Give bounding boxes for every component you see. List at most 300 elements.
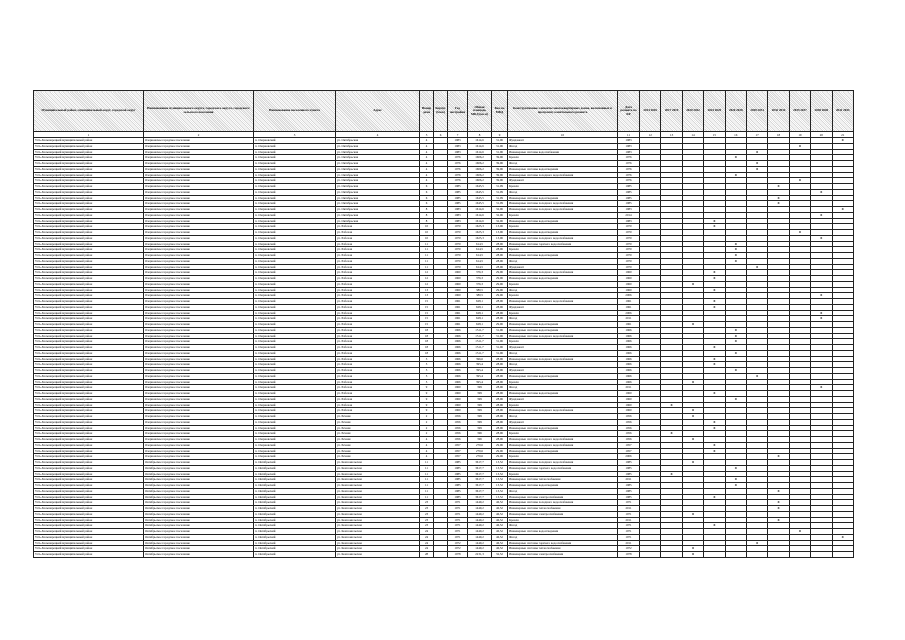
table-cell: Усть-Большерецкий муниципальный район [34,488,144,494]
table-cell: Октябрьское городское поселение [144,546,254,552]
table-cell: п. Октябрьский [254,471,336,477]
table-cell: 1966 [618,345,640,351]
table-cell: Кровля [508,379,618,385]
period-mark: X [661,431,682,437]
table-cell: 31,06 [492,333,508,339]
table-cell: ул. Октябрьская [336,149,420,155]
table-cell: Фасад [508,143,618,149]
table-cell: Усть-Большерецкий муниципальный район [34,523,144,529]
table-cell: Усть-Большерецкий муниципальный район [34,494,144,500]
table-cell: Фундамент [508,264,618,270]
table-cell: п. Озерновский [254,327,336,333]
table-cell: 11 [420,264,434,270]
table-cell: 10 [420,224,434,230]
table-cell: 1960 [448,402,468,408]
table-cell: Инженерные системы электроснабжения [508,511,618,517]
table-cell: Инженерные системы водоотведения [508,483,618,489]
table-cell: 39,06 [492,172,508,178]
table-cell: Озерновское городское поселение [144,431,254,437]
table-cell: 1983 [448,218,468,224]
table-cell: ул. Октябрьская [336,207,420,213]
table-cell: 614,5 [468,258,492,264]
period-mark: X [789,529,810,535]
table-cell: Озерновское городское поселение [144,350,254,356]
table-cell: 399 [468,419,492,425]
table-cell: Усть-Большерецкий муниципальный район [34,270,144,276]
table-cell: 11 [420,258,434,264]
table-cell: ул. Октябрьская [336,138,420,144]
table-cell: 1966 [448,350,468,356]
period-mark: X [725,396,746,402]
table-cell: 39,06 [492,155,508,161]
table-cell: Озерновское городское поселение [144,385,254,391]
table-cell: Фасад [508,189,618,195]
table-cell: 11 [420,247,434,253]
table-cell: 11 [420,488,434,494]
table-cell: 1645,5 [468,195,492,201]
period-mark: X [768,506,789,512]
table-cell: Озерновское городское поселение [144,281,254,287]
table-cell: 1957 [618,442,640,448]
table-cell: 13,06 [492,230,508,236]
table-cell: 1983 [618,207,640,213]
table-cell: 2 [420,425,434,431]
table-cell: Усть-Большерецкий муниципальный район [34,460,144,466]
table-cell: Озерновское городское поселение [144,218,254,224]
table-cell: п. Озерновский [254,373,336,379]
table-cell: п. Озерновский [254,385,336,391]
table-cell: 29,06 [492,442,508,448]
table-cell: ул. Октябрьская [336,161,420,167]
table-cell: 28,06 [492,373,508,379]
table-cell: Инженерные системы теплоснабжения [508,506,618,512]
table-cell: 9 [420,408,434,414]
period-mark: X [746,166,767,172]
table-cell: 399 [468,396,492,402]
table-cell: 15 [420,322,434,328]
table-cell: Усть-Большерецкий муниципальный район [34,333,144,339]
table-cell: 1971 [448,511,468,517]
table-cell: Усть-Большерецкий муниципальный район [34,339,144,345]
table-cell: Озерновское городское поселение [144,235,254,241]
table-cell: п. Озерновский [254,368,336,374]
table-cell: п. Озерновский [254,350,336,356]
table-cell: 1956 [618,414,640,420]
table-cell: 46,52 [492,517,508,523]
table-cell: 39,06 [492,178,508,184]
table-cell: Фасад [508,350,618,356]
table-cell: п. Озерновский [254,201,336,207]
table-cell: Кровля [508,339,618,345]
table-cell: Озерновское городское поселение [144,195,254,201]
table-cell: Усть-Большерецкий муниципальный район [34,350,144,356]
table-cell: Усть-Большерецкий муниципальный район [34,143,144,149]
table-cell: 18 [420,345,434,351]
table-cell: 13,52 [492,465,508,471]
table-cell: Фундамент [508,178,618,184]
table-cell: п. Октябрьский [254,460,336,466]
table-cell: ул. Комсомольская [336,546,420,552]
column-header: Конструктивные элементы многоквартирных домов, включенных в программу капитального ремонта [508,91,618,132]
table-cell: 15 [420,310,434,316]
period-mark: X [725,339,746,345]
table-cell: Усть-Большерецкий муниципальный район [34,172,144,178]
table-cell: 1985 [618,201,640,207]
table-cell: 28,06 [492,408,508,414]
table-cell: 1971 [448,517,468,523]
table-cell: 1970 [448,241,468,247]
table-cell: 32,52 [492,552,508,558]
table-cell: 1972 [618,546,640,552]
table-cell: ул. Речная [336,437,420,443]
table-cell: Озерновское городское поселение [144,212,254,218]
table-cell: 1985 [448,460,468,466]
table-cell: Инженерные системы холодного водоснабжения [508,333,618,339]
capital-repair-program-sheet [33,90,853,558]
period-mark: X [682,414,703,420]
table-cell: ул. Рабочая [336,350,420,356]
table-cell: 1449,2 [468,546,492,552]
table-cell: 1966 [618,339,640,345]
table-cell: 1957 [618,448,640,454]
table-cell: п. Озерновский [254,166,336,172]
table-cell: п. Озерновский [254,396,336,402]
table-cell: Инженерные системы теплоснабжения [508,477,618,483]
table-cell: 1983 [448,149,468,155]
table-cell: Усть-Большерецкий муниципальный район [34,218,144,224]
period-mark: X [789,230,810,236]
period-mark: X [832,207,853,213]
table-cell: ул. Речная [336,419,420,425]
table-cell: 614,5 [468,253,492,259]
table-cell: 8 [420,212,434,218]
table-cell: 31,06 [492,350,508,356]
table-cell: п. Озерновский [254,316,336,322]
table-cell: ул. Комсомольская [336,552,420,558]
table-cell: 1985 [618,494,640,500]
table-cell: Инженерные системы водоотведения [508,373,618,379]
table-cell: 18 [420,339,434,345]
table-cell: 1971 [618,534,640,540]
table-cell: 1645,5 [468,201,492,207]
table-cell: 1971 [448,534,468,540]
table-cell: 1970 [448,224,468,230]
table-cell: 1449,2 [468,523,492,529]
table-cell: 1961 [618,304,640,310]
period-mark: X [704,523,725,529]
table-cell: 1985 [618,184,640,190]
table-cell: 628,1 [468,299,492,305]
table-cell: Усть-Большерецкий муниципальный район [34,448,144,454]
table-cell: п. Озерновский [254,253,336,259]
table-cell: 1645,5 [468,184,492,190]
table-cell: п. Октябрьский [254,465,336,471]
table-cell: Усть-Большерецкий муниципальный район [34,235,144,241]
table-cell: 29,06 [492,276,508,282]
table-cell: Озерновское городское поселение [144,339,254,345]
period-mark: X [811,212,832,218]
table-header [34,91,854,138]
table-cell: 270,6 [468,454,492,460]
table-cell: 28,06 [492,385,508,391]
period-mark: X [682,408,703,414]
table-cell: Озерновское городское поселение [144,293,254,299]
table-cell: ул. Речная [336,425,420,431]
table-cell: 31,09 [492,201,508,207]
table-cell: 1966 [448,373,468,379]
table-cell: 1983 [448,212,468,218]
table-cell: 1960 [618,396,640,402]
table-cell: Усть-Большерецкий муниципальный район [34,402,144,408]
table-cell: 1983 [618,218,640,224]
table-cell: 1966 [448,333,468,339]
table-cell: 1956 [448,431,468,437]
period-mark: X [811,293,832,299]
table-cell: 28,06 [492,241,508,247]
table-cell: 13,52 [492,471,508,477]
table-cell: 1970 [618,264,640,270]
table-cell [434,552,448,558]
table-cell: 1957 [448,442,468,448]
table-cell: п. Октябрьский [254,483,336,489]
period-mark: X [704,304,725,310]
table-cell: 28,06 [492,299,508,305]
column-header: 2020 2022 [682,91,703,132]
table-cell: 1960 [618,408,640,414]
table-cell: ул. Рабочая [336,356,420,362]
column-header: 2023 2025 [704,91,725,132]
table-cell: 1983 [618,149,640,155]
table-cell: п. Озерновский [254,414,336,420]
table-cell: Октябрьское городское поселение [144,529,254,535]
table-cell: Октябрьское городское поселение [144,540,254,546]
table-cell: 1970 [448,247,468,253]
table-cell: Усть-Большерецкий муниципальный район [34,540,144,546]
table-cell: п. Октябрьский [254,477,336,483]
table-cell: 29,06 [492,270,508,276]
table-cell: 11 [420,241,434,247]
table-cell: 13,52 [492,483,508,489]
table-cell: 1985 [618,195,640,201]
table-cell: Инженерные системы холодного водоснабжения [508,172,618,178]
period-mark: X [832,534,853,540]
column-header: Адрес [336,91,420,132]
table-cell: ул. Октябрьская [336,178,420,184]
table-cell: Октябрьское городское поселение [144,523,254,529]
table-cell: ул. Рабочая [336,247,420,253]
table-cell: Усть-Большерецкий муниципальный район [34,247,144,253]
table-cell: 4 [420,138,434,144]
table-cell: 5 [420,362,434,368]
table-cell: 399 [468,385,492,391]
table-cell: п. Озерновский [254,333,336,339]
table-cell: 28,06 [492,431,508,437]
table-cell: ул. Рабочая [336,368,420,374]
table-cell: 13 [420,287,434,293]
table-cell: 1956 [618,437,640,443]
table-cell: 28,06 [492,356,508,362]
table-cell: 1511,7 [468,345,492,351]
table-cell: Озерновское городское поселение [144,304,254,310]
table-cell: 1957 [448,448,468,454]
table-cell: Озерновское городское поселение [144,258,254,264]
table-cell: Озерновское городское поселение [144,402,254,408]
table-cell: 1976 [618,178,640,184]
table-cell: 1966 [618,333,640,339]
column-number: 8 [468,132,492,138]
table-cell: Озерновское городское поселение [144,356,254,362]
table-cell: 11 [420,253,434,259]
table-cell: 1976 [618,172,640,178]
table-cell: п. Озерновский [254,161,336,167]
table-cell: ул. Комсомольская [336,523,420,529]
table-cell: 31,09 [492,189,508,195]
table-cell: п. Октябрьский [254,506,336,512]
table-cell: Инженерные системы холодного водоснабжения [508,500,618,506]
table-cell: 2011 [618,316,640,322]
table-cell: п. Октябрьский [254,546,336,552]
table-cell: 1956 [448,425,468,431]
period-mark: X [746,540,767,546]
table-row [34,552,854,558]
table-cell: Усть-Большерецкий муниципальный район [34,212,144,218]
period-mark: X [725,333,746,339]
table-cell: Усть-Большерецкий муниципальный район [34,322,144,328]
table-cell: ул. Октябрьская [336,195,420,201]
period-mark: X [789,178,810,184]
table-cell: Кровля [508,310,618,316]
column-header: Общая площадь МКД (кв.м) [468,91,492,132]
table-cell: 1966 [618,362,640,368]
table-cell: 3617,7 [468,488,492,494]
table-cell: 2231,3 [468,552,492,558]
table-cell: Инженерные системы холодного водоснабжения [508,270,618,276]
table-cell: 31,09 [492,184,508,190]
table-cell: Усть-Большерецкий муниципальный район [34,437,144,443]
table-cell: Инженерные системы водоотведения [508,253,618,259]
table-cell: 29,06 [492,293,508,299]
table-cell: ул. Рабочая [336,270,420,276]
table-cell: ул. Рабочая [336,327,420,333]
table-cell: 3617,7 [468,465,492,471]
table-cell: Озерновское городское поселение [144,143,254,149]
column-header: Год постройки [448,91,468,132]
table-cell: 2011 [618,477,640,483]
column-number: 16 [725,132,746,138]
table-cell: 6 [420,201,434,207]
period-mark: X [661,402,682,408]
table-cell: Усть-Большерецкий муниципальный район [34,166,144,172]
table-cell: Усть-Большерецкий муниципальный район [34,299,144,305]
period-mark: X [661,471,682,477]
table-cell: Инженерные системы водоотведения [508,276,618,282]
table-cell: ул. Речная [336,442,420,448]
table-cell: 1970 [618,247,640,253]
table-cell: 2 [420,431,434,437]
table-cell: 1614,6 [468,212,492,218]
period-mark: X [704,362,725,368]
table-cell: 1956 [618,431,640,437]
table-cell: 1976 [448,161,468,167]
table-cell: п. Озерновский [254,149,336,155]
table-cell: п. Озерновский [254,408,336,414]
table-cell: 1960 [618,270,640,276]
table-cell: 1971 [618,523,640,529]
table-cell: Озерновское городское поселение [144,345,254,351]
table-cell: ул. Комсомольская [336,506,420,512]
period-mark: X [768,500,789,506]
column-number: 18 [768,132,789,138]
table-cell: Озерновское городское поселение [144,448,254,454]
table-cell: 29,06 [492,454,508,460]
table-cell: Усть-Большерецкий муниципальный район [34,517,144,523]
table-cell: Инженерные системы водоотведения [508,322,618,328]
table-cell: ул. Комсомольская [336,488,420,494]
table-cell: 9 [420,396,434,402]
table-cell: 1985 [448,195,468,201]
table-cell: п. Озерновский [254,345,336,351]
header-row [34,91,854,132]
table-cell: 1966 [618,356,640,362]
table-cell: ул. Комсомольская [336,477,420,483]
period-mark: X [746,373,767,379]
table-cell: 1983 [448,143,468,149]
column-number: 17 [746,132,767,138]
period-mark: X [682,546,703,552]
table-cell: п. Озерновский [254,293,336,299]
column-header: Муниципальный район, муниципальный округ, городской округ [34,91,144,132]
table-cell: 1961 [448,322,468,328]
table-cell: Фундамент [508,396,618,402]
table-cell: Усть-Большерецкий муниципальный район [34,253,144,259]
column-number: 7 [448,132,468,138]
table-cell: ул. Октябрьская [336,172,420,178]
table-cell: 31,06 [492,138,508,144]
table-cell: Озерновское городское поселение [144,276,254,282]
table-cell: Озерновское городское поселение [144,253,254,259]
period-mark: X [704,345,725,351]
table-cell: Инженерные системы водоотведения [508,166,618,172]
table-cell: ул. Октябрьская [336,212,420,218]
table-cell: 1966 [448,362,468,368]
table-cell: 1970 [618,230,640,236]
table-cell: Усть-Большерецкий муниципальный район [34,379,144,385]
table-cell: Озерновское городское поселение [144,270,254,276]
table-cell: 4 [420,442,434,448]
table-cell: Усть-Большерецкий муниципальный район [34,149,144,155]
table-cell: 2 [420,419,434,425]
table-cell: Усть-Большерецкий муниципальный район [34,546,144,552]
column-header: 2014 2016 [640,91,661,132]
table-cell: Озерновское городское поселение [144,172,254,178]
table-cell: 24 [420,529,434,535]
table-cell: Усть-Большерецкий муниципальный район [34,368,144,374]
table-cell: 1625,3 [468,224,492,230]
table-cell: Фасад [508,414,618,420]
table-cell: Инженерные системы водоотведения [508,327,618,333]
column-header: Наименование населенного пункта [254,91,336,132]
table-cell: 1449,2 [468,529,492,535]
table-cell: 376,3 [468,281,492,287]
table-cell: 13,06 [492,235,508,241]
table-cell: 628,1 [468,304,492,310]
table-cell: 1960 [448,408,468,414]
table-cell: 9 [420,385,434,391]
table-cell: 396 [468,437,492,443]
table-cell: 46,52 [492,506,508,512]
table-cell: 4 [420,155,434,161]
table-cell: 4 [420,161,434,167]
